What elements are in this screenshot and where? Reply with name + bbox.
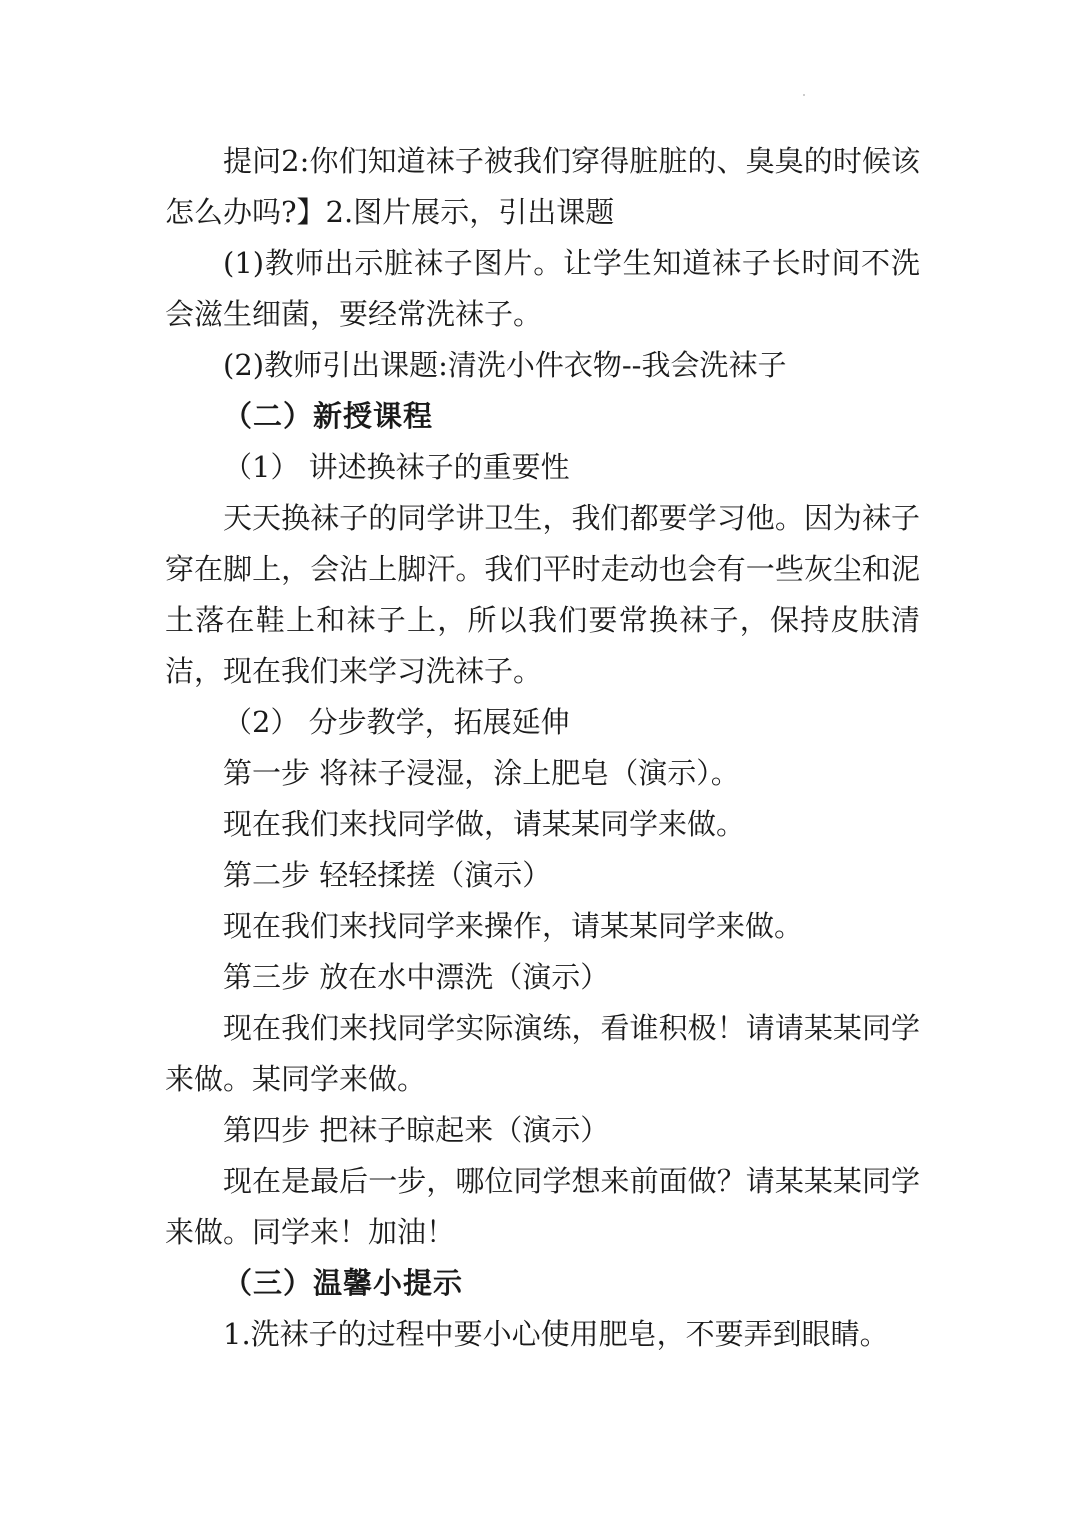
paragraph-importance-body: 天天换袜子的同学讲卫生，我们都要学习他。因为袜子穿在脚上，会沾上脚汗。我们平时走动也会有一些灰尘和泥土落在鞋上和袜子上，所以我们要常换袜子，保持皮肤清洁，现在我们来学习洗袜子。: [165, 501, 920, 688]
section-heading-tips: （三）温馨小提示: [223, 1266, 464, 1300]
step-4-practice: 现在是最后一步，哪位同学想来前面做？请某某某同学来做。同学来！加油！: [165, 1164, 920, 1249]
step-2-practice: 现在我们来找同学来操作，请某某同学来做。: [223, 909, 804, 943]
section-heading-new-lesson: （二）新授课程: [223, 399, 434, 433]
tip-1: 1.洗袜子的过程中要小心使用肥皂，不要弄到眼睛。: [223, 1317, 889, 1351]
step-1: 第一步 将袜子浸湿，涂上肥皂（演示）。: [223, 756, 740, 790]
step-4: 第四步 把袜子晾起来（演示）: [223, 1113, 610, 1147]
paragraph-introduce-topic: (2)教师引出课题:清洗小件衣物--我会洗袜子: [223, 348, 787, 382]
subheading-importance: （1） 讲述换袜子的重要性: [223, 450, 570, 484]
paragraph-question-2: 提问2:你们知道袜子被我们穿得脏脏的、臭臭的时候该怎么办吗?】2.图片展示，引出课题: [165, 144, 920, 229]
document-body: [165, 136, 920, 1360]
step-3: 第三步 放在水中漂洗（演示）: [223, 960, 610, 994]
paragraph-show-dirty-socks: (1)教师出示脏袜子图片。让学生知道袜子长时间不洗会滋生细菌，要经常洗袜子。: [165, 246, 920, 331]
subheading-step-teaching: （2） 分步教学，拓展延伸: [223, 705, 570, 739]
scan-speck: [803, 94, 805, 96]
step-2: 第二步 轻轻揉搓（演示）: [223, 858, 552, 892]
step-3-practice: 现在我们来找同学实际演练，看谁积极！请请某某同学来做。某同学来做。: [165, 1011, 920, 1096]
step-1-practice: 现在我们来找同学做，请某某同学来做。: [223, 807, 746, 841]
